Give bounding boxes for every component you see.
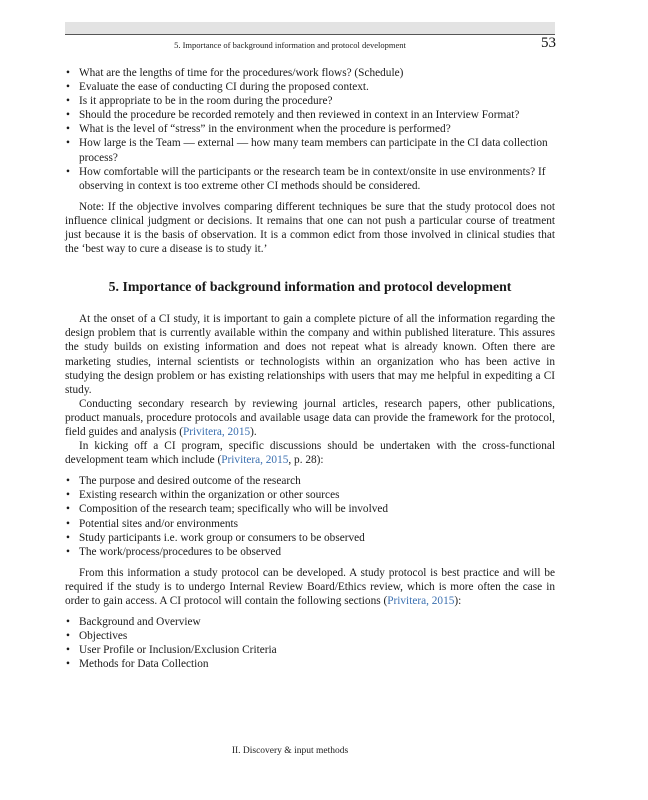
header-bar: [65, 22, 555, 34]
list-item: • Composition of the research team; specifically who will be involved: [65, 502, 555, 516]
paragraph-kickoff: In kicking off a CI program, specific discussions should be undertaken with the cross-functional development team which include (Privitera, 2015, p. 28):: [65, 440, 555, 467]
list-item: • Study participants i.e. work group or consumers to be observed: [65, 531, 555, 545]
list-item: • Is it appropriate to be in the room during the procedure?: [65, 94, 555, 108]
section-title: Importance of background information and protocol development: [122, 279, 512, 295]
list-item: • Should the procedure be recorded remotely and then reviewed in context in an Interview Format?: [65, 108, 555, 122]
citation-link[interactable]: Privitera, 2015: [387, 595, 455, 607]
list-item: • How large is the Team — external — how many team members can participate in the CI data collection process?: [65, 136, 555, 164]
bullet-list-protocol-sections: [65, 615, 555, 671]
page-number: 53: [541, 35, 556, 51]
page-content: [65, 66, 555, 671]
paragraph-onset: At the onset of a CI study, it is important to gain a complete picture of all the information regarding the design problem that is currently available within the company and within published literature. This assures the study builds on existing information and does not repeat what is already known. Often there are marketing studies, internal scientists or technologists within an organization who has been active in studying the design problem or has existing relationships with users that may me helpful in expediting a CI study.: [65, 313, 555, 396]
list-item: • Background and Overview: [65, 615, 555, 629]
section-number: 5.: [108, 279, 119, 295]
list-item: • Existing research within the organization or other sources: [65, 488, 555, 502]
list-item: • What is the level of “stress” in the environment when the procedure is performed?: [65, 122, 555, 136]
list-item: • Objectives: [65, 629, 555, 643]
header-rule: [65, 34, 555, 35]
paragraph-protocol: From this information a study protocol can be developed. A study protocol is best practice and will be required if the study is to undergo Internal Review Board/Ethics review, which is more often the case in order to gain access. A CI protocol will contain the following sections (Privitera, 2015):: [65, 566, 555, 607]
citation-link[interactable]: Privitera, 2015: [221, 454, 289, 467]
page-footer: II. Discovery & input methods: [231, 746, 349, 756]
list-item: • What are the lengths of time for the procedures/work flows? (Schedule): [65, 66, 555, 80]
section-heading: [65, 278, 555, 296]
bullet-list-discussions: [65, 474, 555, 559]
bullet-list-top: [65, 66, 555, 193]
note-paragraph: Note: If the objective involves comparing different techniques be sure that the study protocol does not influence clinical judgment or decisions. It remains that one can not push a particular course of treatment just because it is the basis of observation. It is a common edict from those involved in clinical studies that the ‘best way to cure a disease is to study it.’: [65, 200, 555, 256]
list-item: • User Profile or Inclusion/Exclusion Criteria: [65, 643, 555, 657]
list-item: • Methods for Data Collection: [65, 657, 555, 671]
list-item: • Evaluate the ease of conducting CI during the proposed context.: [65, 80, 555, 94]
citation-link[interactable]: Privitera, 2015: [182, 425, 251, 438]
list-item: • Potential sites and/or environments: [65, 517, 555, 531]
list-item: • The purpose and desired outcome of the research: [65, 474, 555, 488]
list-item: • How comfortable will the participants or the research team be in context/onsite in use environments? If observing in context is too extreme other CI methods should be considered.: [65, 165, 555, 193]
list-item: • The work/process/procedures to be observed: [65, 545, 555, 559]
paragraph-secondary-research: Conducting secondary research by reviewing journal articles, research papers, other publications, product manuals, procedure protocols and available usage data can provide the framework for the protocol, field guides and analysis (Privitera, 2015).: [65, 397, 555, 438]
running-head: 5. Importance of background information and protocol development: [174, 40, 406, 50]
